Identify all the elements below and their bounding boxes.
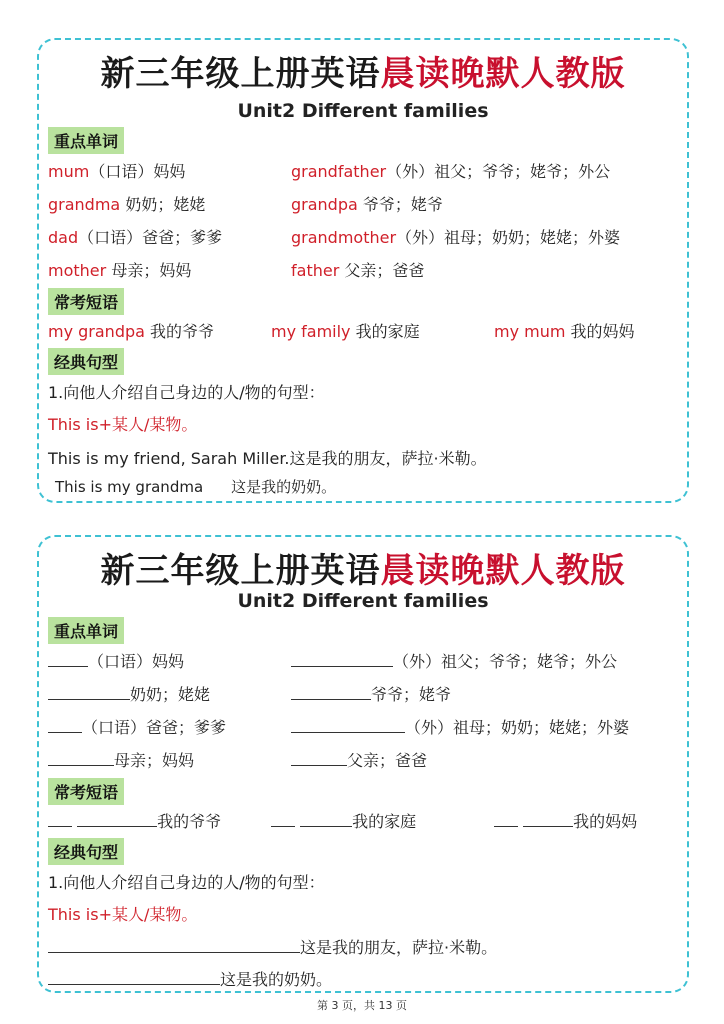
word-row <box>291 225 620 248</box>
fill-blank[interactable] <box>271 812 295 827</box>
word-zh: （口语）妈妈 <box>88 652 185 671</box>
word-row <box>48 159 185 182</box>
blank-row <box>48 748 194 771</box>
section-label-phrases: 常考短语 <box>48 288 124 315</box>
blank-row <box>48 682 210 705</box>
blank-row <box>271 809 416 832</box>
word-row <box>48 192 205 215</box>
word-zh: 母亲；妈妈 <box>114 751 195 770</box>
blank-row <box>48 967 332 990</box>
phrase-zh: 我的家庭 <box>355 322 420 341</box>
fill-blank[interactable] <box>291 718 405 733</box>
section-label-sentences: 经典句型 <box>48 348 124 375</box>
fill-blank[interactable] <box>291 685 371 700</box>
reading-card <box>37 38 689 503</box>
example-zh: 这是我的朋友，萨拉·米勒。 <box>300 938 498 957</box>
fill-blank[interactable] <box>48 652 88 667</box>
fill-blank[interactable] <box>48 685 130 700</box>
word-zh: 爷爷；姥爷 <box>362 195 443 214</box>
word-zh: （外）祖父；爷爷；姥爷；外公 <box>386 162 611 181</box>
fill-blank[interactable] <box>48 718 82 733</box>
pattern-formula: This is+某人/某物。 <box>48 905 198 924</box>
title-black: 新三年级上册英语 <box>100 551 381 591</box>
word-en: mother <box>48 261 107 280</box>
word-zh: （外）祖母；奶奶；姥姥；外婆 <box>405 718 630 737</box>
title-red: 晨读晚默人教版 <box>380 54 626 94</box>
example-sentence <box>55 476 336 497</box>
example-en: This is my grandma <box>55 478 204 496</box>
word-en: dad <box>48 228 79 247</box>
phrase-en: my mum <box>494 322 566 341</box>
phrase-zh: 我的家庭 <box>352 812 417 831</box>
pattern-title: 1.向他人介绍自己身边的人/物的句型： <box>48 873 325 892</box>
section-label-phrases: 常考短语 <box>48 778 124 805</box>
fill-blank[interactable] <box>77 812 157 827</box>
word-en: grandpa <box>291 195 358 214</box>
word-row <box>48 225 222 248</box>
word-zh: （外）祖父；爷爷；姥爷；外公 <box>393 652 618 671</box>
word-row <box>291 258 424 281</box>
word-en: mum <box>48 162 90 181</box>
blank-row <box>48 649 184 672</box>
dictation-card <box>37 535 689 993</box>
fill-blank[interactable] <box>291 751 347 766</box>
section-label-words: 重点单词 <box>48 127 124 154</box>
phrase-zh: 我的妈妈 <box>573 812 638 831</box>
word-zh: （口语）爸爸；爹爹 <box>78 228 223 247</box>
word-zh: 爷爷；姥爷 <box>371 685 452 704</box>
fill-blank[interactable] <box>48 970 220 985</box>
blank-row <box>291 682 451 705</box>
word-zh: 父亲；爸爸 <box>344 261 425 280</box>
blank-row <box>494 809 637 832</box>
example-sentence: This is my friend, Sarah Miller.这是我的朋友，萨拉·米勒。 <box>48 449 487 468</box>
phrase-row <box>271 319 420 342</box>
pattern-title: 1.向他人介绍自己身边的人/物的句型： <box>48 383 325 402</box>
blank-row <box>291 649 617 672</box>
card-title <box>39 543 687 592</box>
section-label-words: 重点单词 <box>48 617 124 644</box>
word-en: grandfather <box>291 162 387 181</box>
phrase-zh: 我的爷爷 <box>150 322 215 341</box>
word-zh: 奶奶；姥姥 <box>130 685 211 704</box>
word-zh: 母亲；妈妈 <box>111 261 192 280</box>
word-en: grandmother <box>291 228 397 247</box>
phrase-row <box>494 319 635 342</box>
word-zh: 奶奶；姥姥 <box>125 195 206 214</box>
fill-blank[interactable] <box>48 751 114 766</box>
blank-row <box>48 715 226 738</box>
section-label-sentences: 经典句型 <box>48 838 124 865</box>
fill-blank[interactable] <box>48 938 300 953</box>
word-zh: （外）祖母；奶奶；姥姥；外婆 <box>396 228 621 247</box>
example-zh: 这是我的奶奶。 <box>220 970 333 989</box>
blank-row <box>48 809 221 832</box>
word-en: father <box>291 261 340 280</box>
phrase-en: my grandpa <box>48 322 145 341</box>
phrase-row <box>48 319 214 342</box>
title-black: 新三年级上册英语 <box>100 54 381 94</box>
word-row <box>291 159 610 182</box>
fill-blank[interactable] <box>48 812 72 827</box>
fill-blank[interactable] <box>494 812 518 827</box>
phrase-zh: 我的妈妈 <box>570 322 635 341</box>
word-zh: 父亲；爸爸 <box>347 751 428 770</box>
word-en: grandma <box>48 195 121 214</box>
word-zh: （口语）爸爸；爹爹 <box>82 718 227 737</box>
page-number: 第 3 页，共 13 页 <box>317 999 407 1012</box>
word-row <box>48 258 191 281</box>
word-row <box>291 192 443 215</box>
pattern-formula: This is+某人/某物。 <box>48 415 198 434</box>
example-zh: 这是我的奶奶。 <box>231 478 337 496</box>
fill-blank[interactable] <box>523 812 573 827</box>
title-red: 晨读晚默人教版 <box>380 551 626 591</box>
unit-subtitle: Unit2 Different families <box>237 100 489 122</box>
blank-row <box>291 715 629 738</box>
blank-row <box>48 935 497 958</box>
word-zh: （口语）妈妈 <box>89 162 186 181</box>
phrase-zh: 我的爷爷 <box>157 812 222 831</box>
phrase-en: my family <box>271 322 351 341</box>
card-title <box>39 46 687 95</box>
blank-row <box>291 748 427 771</box>
fill-blank[interactable] <box>291 652 393 667</box>
fill-blank[interactable] <box>300 812 352 827</box>
unit-subtitle: Unit2 Different families <box>237 590 489 612</box>
